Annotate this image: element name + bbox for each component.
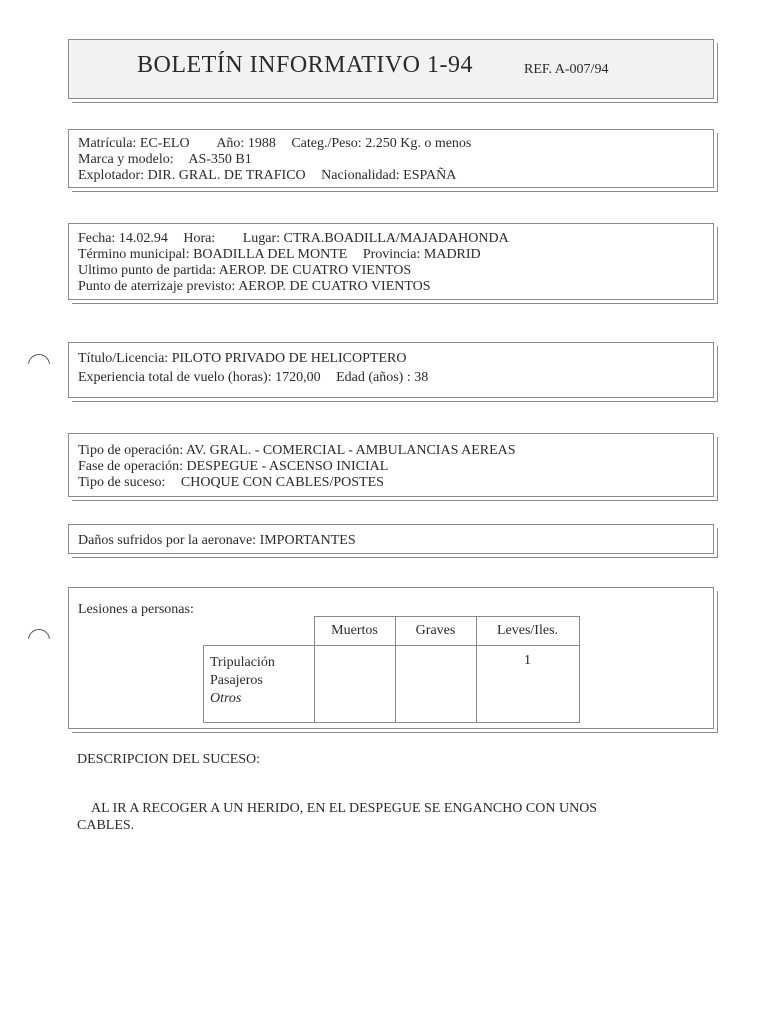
- matricula-label: Matrícula:: [78, 136, 137, 151]
- event-line-1: [78, 231, 509, 247]
- marca-value: AS-350 B1: [188, 152, 252, 167]
- damage-line: [78, 533, 356, 549]
- suceso-label: Tipo de suceso:: [78, 475, 166, 490]
- cell-muertos: [314, 646, 395, 723]
- cell-leves: [476, 646, 579, 723]
- nacionalidad-label: Nacionalidad:: [321, 168, 400, 183]
- injuries-table: [203, 616, 580, 723]
- titulo-label: Título/Licencia:: [78, 351, 169, 366]
- punch-hole-mark: [28, 354, 50, 376]
- ano-label: Año:: [216, 136, 245, 151]
- categ-label: Categ./Peso:: [291, 136, 362, 151]
- aircraft-line-1: [78, 136, 471, 152]
- provincia-label: Provincia:: [362, 247, 421, 262]
- partida-label: Ultimo punto de partida:: [78, 263, 217, 278]
- tipo-operacion-label: Tipo de operación:: [78, 443, 184, 458]
- event-line-4: [78, 279, 431, 295]
- table-corner: [204, 617, 315, 646]
- fecha-label: Fecha:: [78, 231, 116, 246]
- fase-label: Fase de operación:: [78, 459, 183, 474]
- suceso-value: CHOQUE CON CABLES/POSTES: [180, 475, 384, 490]
- edad-value: 38: [414, 370, 429, 385]
- punch-hole-mark: [28, 629, 50, 651]
- fase-value: DESPEGUE - ASCENSO INICIAL: [186, 459, 389, 474]
- nacionalidad-value: ESPAÑA: [403, 168, 457, 183]
- aterrizaje-label: Punto de aterrizaje previsto:: [78, 279, 236, 294]
- column-header-graves: Graves: [395, 617, 476, 646]
- row-label-pasajeros: Pasajeros: [210, 673, 263, 688]
- partida-value: AEROP. DE CUATRO VIENTOS: [218, 263, 412, 278]
- injuries-title: Lesiones a personas:: [78, 602, 194, 617]
- lugar-label: Lugar:: [242, 231, 281, 246]
- column-header-leves: Leves/Iles.: [476, 617, 579, 646]
- row-label-tripulacion: Tripulación: [210, 655, 275, 670]
- cell-graves: [395, 646, 476, 723]
- operation-line-3: [78, 475, 384, 491]
- experiencia-value: 1720,00: [275, 370, 321, 385]
- provincia-value: MADRID: [423, 247, 481, 262]
- damage-label: Daños sufridos por la aeronave:: [78, 533, 257, 548]
- pilot-line-2: [78, 370, 428, 386]
- explotador-value: DIR. GRAL. DE TRAFICO: [147, 168, 306, 183]
- injuries-box: [68, 587, 714, 729]
- tipo-operacion-value: AV. GRAL. - COMERCIAL - AMBULANCIAS AEREAS: [185, 443, 516, 458]
- operation-info-box: [68, 433, 714, 497]
- aterrizaje-value: AEROP. DE CUATRO VIENTOS: [238, 279, 431, 294]
- matricula-value: EC-ELO: [139, 136, 190, 151]
- operation-line-1: [78, 443, 516, 459]
- leves-tripulacion-value: 1: [524, 653, 531, 668]
- titulo-value: PILOTO PRIVADO DE HELICOPTERO: [171, 351, 407, 366]
- pilot-line-1: [78, 351, 406, 367]
- description-text: [77, 800, 637, 834]
- aircraft-line-3: [78, 168, 456, 184]
- row-label-otros: Otros: [210, 691, 242, 706]
- hora-label: Hora:: [183, 231, 216, 246]
- fecha-value: 14.02.94: [118, 231, 168, 246]
- lugar-value: CTRA.BOADILLA/MAJADAHONDA: [283, 231, 509, 246]
- marca-label: Marca y modelo:: [78, 152, 174, 167]
- reference-number: REF. A-007/94: [524, 62, 609, 77]
- column-header-muertos: Muertos: [314, 617, 395, 646]
- explotador-label: Explotador:: [78, 168, 145, 183]
- description-body: AL IR A RECOGER A UN HERIDO, EN EL DESPEGUE SE ENGANCHO CON UNOS CABLES.: [77, 801, 598, 833]
- experiencia-label: Experiencia total de vuelo (horas):: [78, 370, 272, 385]
- event-line-3: [78, 263, 411, 279]
- edad-label: Edad (años) :: [336, 370, 411, 385]
- event-line-2: [78, 247, 481, 263]
- damage-value: IMPORTANTES: [259, 533, 356, 548]
- termino-value: BOADILLA DEL MONTE: [193, 247, 348, 262]
- aircraft-line-2: [78, 152, 252, 168]
- row-labels-cell: [204, 646, 315, 723]
- header-box: [68, 39, 714, 99]
- event-info-box: [68, 223, 714, 300]
- description-heading: DESCRIPCION DEL SUCESO:: [77, 752, 261, 767]
- damage-info-box: [68, 524, 714, 554]
- termino-label: Término municipal:: [78, 247, 190, 262]
- page-title: BOLETÍN INFORMATIVO 1-94: [137, 52, 473, 78]
- operation-line-2: [78, 459, 388, 475]
- pilot-info-box: [68, 342, 714, 398]
- aircraft-info-box: [68, 129, 714, 188]
- ano-value: 1988: [247, 136, 276, 151]
- categ-value: 2.250 Kg. o menos: [365, 136, 472, 151]
